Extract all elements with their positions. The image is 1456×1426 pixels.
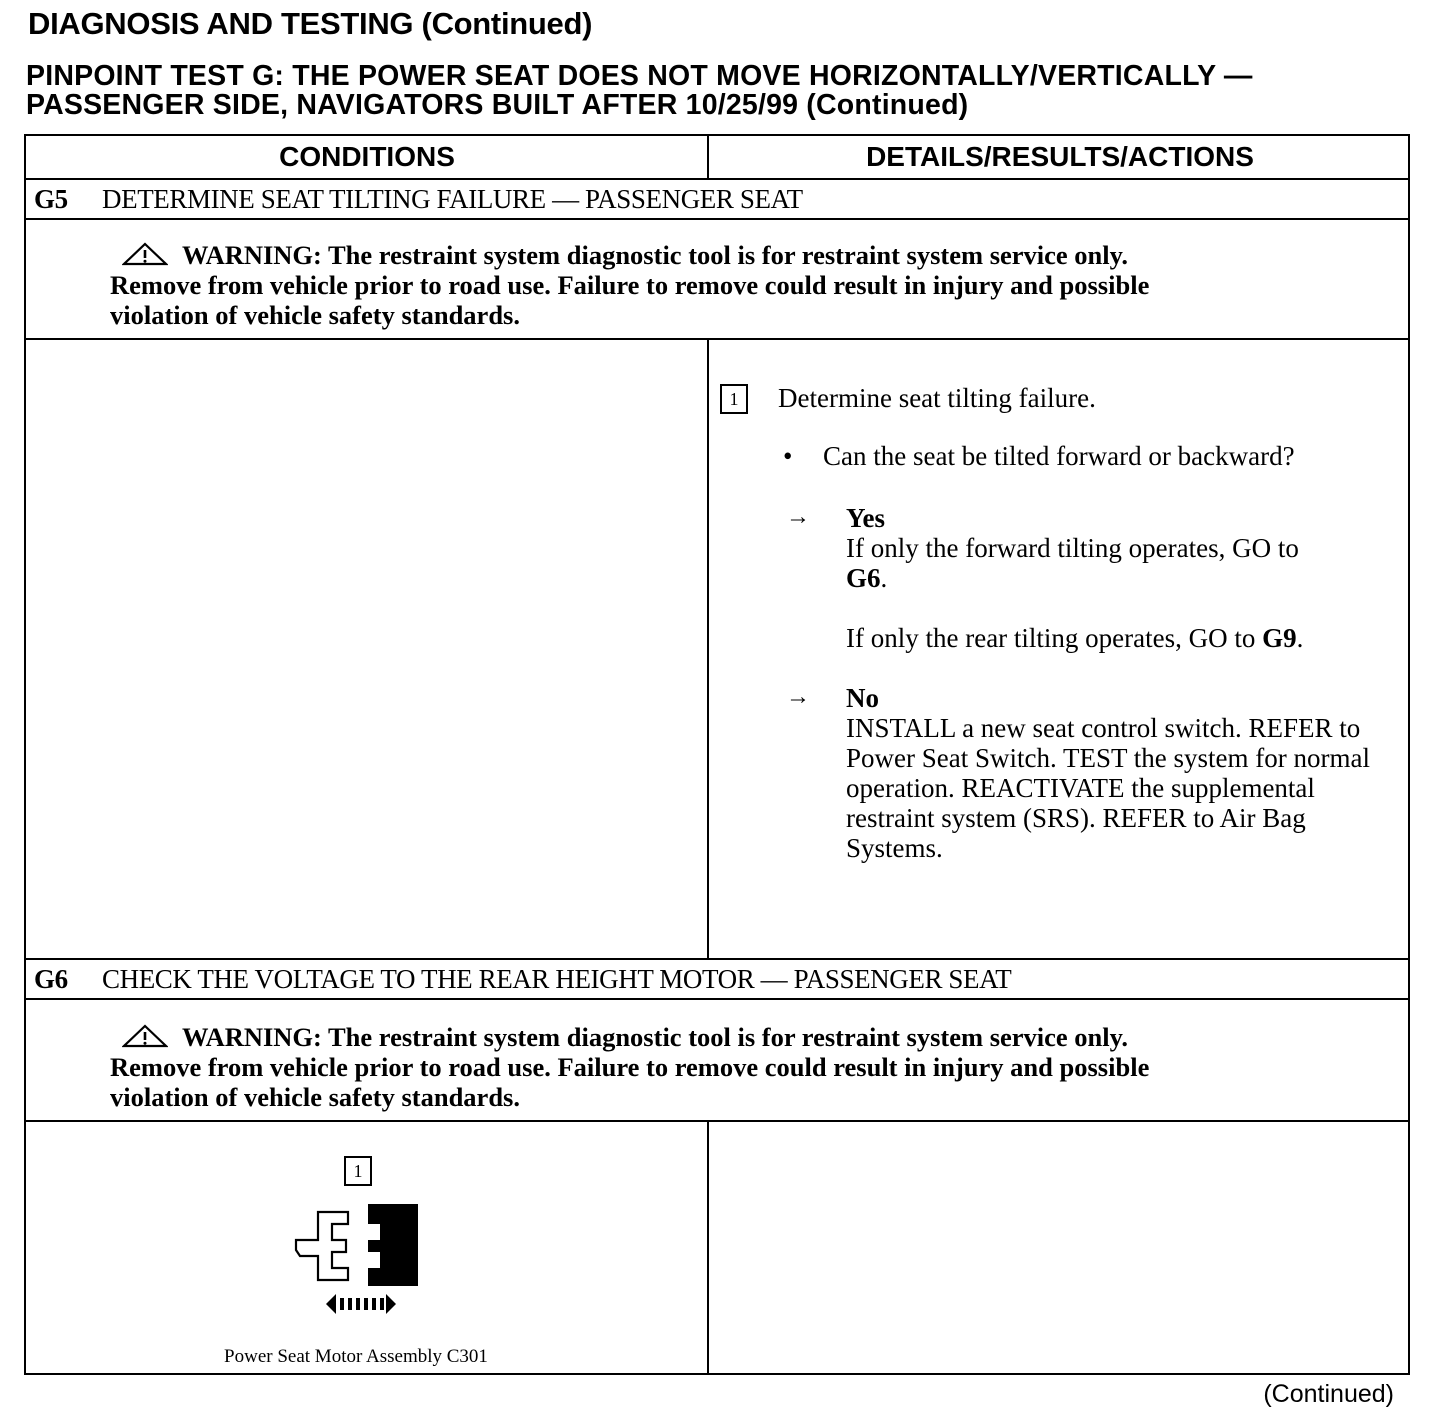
column-divider bbox=[707, 136, 709, 178]
result-no-text: INSTALL a new seat control switch. REFER to Power Seat Switch. TEST the system for normal operation. REACTIVATE the supplemental restraint system (SRS). REFER to Air Bag Systems. bbox=[846, 713, 1370, 863]
row-divider bbox=[26, 1120, 1408, 1122]
warning-line: Remove from vehicle prior to road use. Failure to remove could result in injury and possible bbox=[110, 270, 1150, 300]
column-header-conditions: CONDITIONS bbox=[279, 141, 455, 172]
page-title: DIAGNOSIS AND TESTING (Continued) bbox=[28, 6, 593, 41]
warning-block-g5 bbox=[110, 240, 1400, 330]
result-yes-label: Yes bbox=[846, 503, 885, 533]
result-yes: Yes If only the forward tilting operates, GO to G6. If only the rear tilting operates, GO to G9. bbox=[846, 503, 1406, 653]
row-divider bbox=[26, 998, 1408, 1000]
row-divider bbox=[26, 178, 1408, 180]
pinpoint-test-title bbox=[26, 62, 1426, 120]
step-number-box: 1 bbox=[720, 384, 748, 414]
step-id: G6 bbox=[34, 964, 68, 994]
warning-block-g6 bbox=[110, 1022, 1400, 1112]
step-text: Determine seat tilting failure. bbox=[778, 383, 1096, 413]
warning-triangle-icon bbox=[122, 1024, 168, 1048]
bullet-icon: • bbox=[783, 441, 793, 471]
step-id: G5 bbox=[34, 184, 68, 214]
pinpoint-test-table bbox=[24, 134, 1410, 1375]
arrow-right-icon: → bbox=[786, 504, 810, 530]
question-text: Can the seat be tilted forward or backward? bbox=[823, 441, 1295, 471]
warning-line: violation of vehicle safety standards. bbox=[110, 300, 520, 330]
column-divider bbox=[707, 1120, 709, 1375]
question-bullet bbox=[783, 441, 1295, 472]
result-yes-ref1: G6 bbox=[846, 563, 881, 593]
connector-diagram-icon bbox=[288, 1204, 428, 1334]
warning-triangle-icon bbox=[122, 242, 168, 266]
result-no-label: No bbox=[846, 683, 879, 713]
result-no bbox=[846, 683, 1406, 863]
warning-line: WARNING: The restraint system diagnostic tool is for restraint system service only. bbox=[182, 240, 1129, 270]
column-header-details: DETAILS/RESULTS/ACTIONS bbox=[866, 141, 1254, 172]
step-g6-header bbox=[34, 964, 1011, 995]
connector-figure bbox=[26, 1136, 706, 1376]
column-divider bbox=[707, 338, 709, 958]
row-divider bbox=[26, 218, 1408, 220]
result-yes-line2: If only the rear tilting operates, GO to bbox=[846, 623, 1256, 653]
test-title-line2: PASSENGER SIDE, NAVIGATORS BUILT AFTER 10/25/99 (Continued) bbox=[26, 89, 969, 121]
row-divider bbox=[26, 958, 1408, 960]
arrow-right-icon: → bbox=[786, 684, 810, 710]
row-divider bbox=[26, 338, 1408, 340]
continued-footer: (Continued) bbox=[1263, 1380, 1394, 1408]
test-title-line1: PINPOINT TEST G: THE POWER SEAT DOES NOT MOVE HORIZONTALLY/VERTICALLY — bbox=[26, 60, 1253, 92]
step-title: CHECK THE VOLTAGE TO THE REAR HEIGHT MOTOR — PASSENGER SEAT bbox=[102, 964, 1012, 994]
figure-caption: Power Seat Motor Assembly C301 bbox=[224, 1346, 488, 1367]
step-g5-header bbox=[34, 184, 803, 215]
figure-step-number-box: 1 bbox=[344, 1156, 372, 1186]
warning-line: Remove from vehicle prior to road use. Failure to remove could result in injury and possible bbox=[110, 1052, 1150, 1082]
step-1-instruction bbox=[720, 381, 1096, 414]
warning-line: WARNING: The restraint system diagnostic tool is for restraint system service only. bbox=[182, 1022, 1129, 1052]
result-yes-ref2: G9 bbox=[1262, 623, 1297, 653]
step-title: DETERMINE SEAT TILTING FAILURE — PASSENGER SEAT bbox=[102, 184, 803, 214]
warning-line: violation of vehicle safety standards. bbox=[110, 1082, 520, 1112]
result-yes-line1: If only the forward tilting operates, GO to bbox=[846, 533, 1299, 563]
